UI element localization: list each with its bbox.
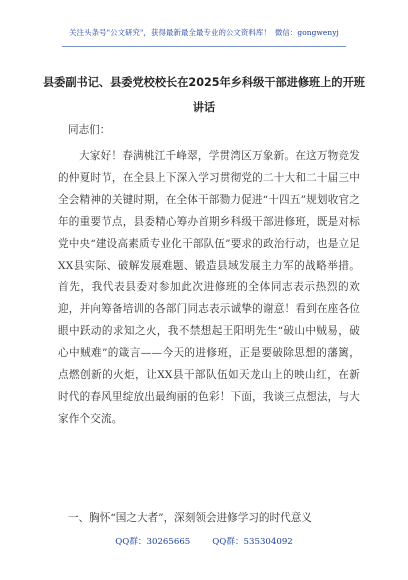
header-notice-text: 关注头条号"公文研究"，获得最新最全最专业的公文资料库！ bbox=[69, 28, 271, 37]
header-divider bbox=[62, 46, 346, 47]
qq-group-2-number: 535304092 bbox=[243, 537, 293, 547]
section-heading: 一、胸怀“国之大者”，深刻领会进修学习的时代意义 bbox=[68, 512, 312, 524]
wechat-label: 微信： bbox=[274, 28, 298, 37]
paragraph-main: 大家好！春满桃江千峰翠，学贯湾区万象新。在这万物竞发的仲夏时节，在全县上下深入学习贯彻党的二十大和二十届三中全会精神的关键时期，在全体干部勠力促进“十四五”规划收官之年的重要节点，县委精心筹办首期乡科级干部进修班，既是对标党中央“建设高素质专业化干部队伍”要求的政治行动，也是立足XX县实际、破解发展难题、锻造县域发展主力军的战略举措。首先，我代表县委对参加此次进修班的全体同志表示热烈的欢迎，并向筹备培训的各部门同志表示诚挚的谢意！看到在座各位眼中跃动的求知之火，我不禁想起王阳明先生“破山中贼易，破心中贼难”的箴言——今天的进修班，正是要破除思想的藩篱，点燃创新的火炬，让XX县干部队伍如天龙山上的映山红，在新时代的春风里绽放出最绚丽的色彩！下面，我谈三点想法，与大家作个交流。 bbox=[58, 150, 360, 425]
qq-group-2-label: QQ群： bbox=[212, 537, 244, 547]
header-notice bbox=[0, 27, 408, 38]
footer-contact bbox=[0, 535, 408, 547]
qq-group-1-label: QQ群： bbox=[115, 537, 147, 547]
document-title: 县委副书记、县委党校校长在2025年乡科级干部进修班上的开班讲话 bbox=[42, 76, 365, 114]
wechat-id: gongwenyj bbox=[297, 28, 339, 37]
qq-group-1-number: 30265665 bbox=[146, 537, 191, 547]
salutation: 同志们： bbox=[68, 124, 111, 136]
